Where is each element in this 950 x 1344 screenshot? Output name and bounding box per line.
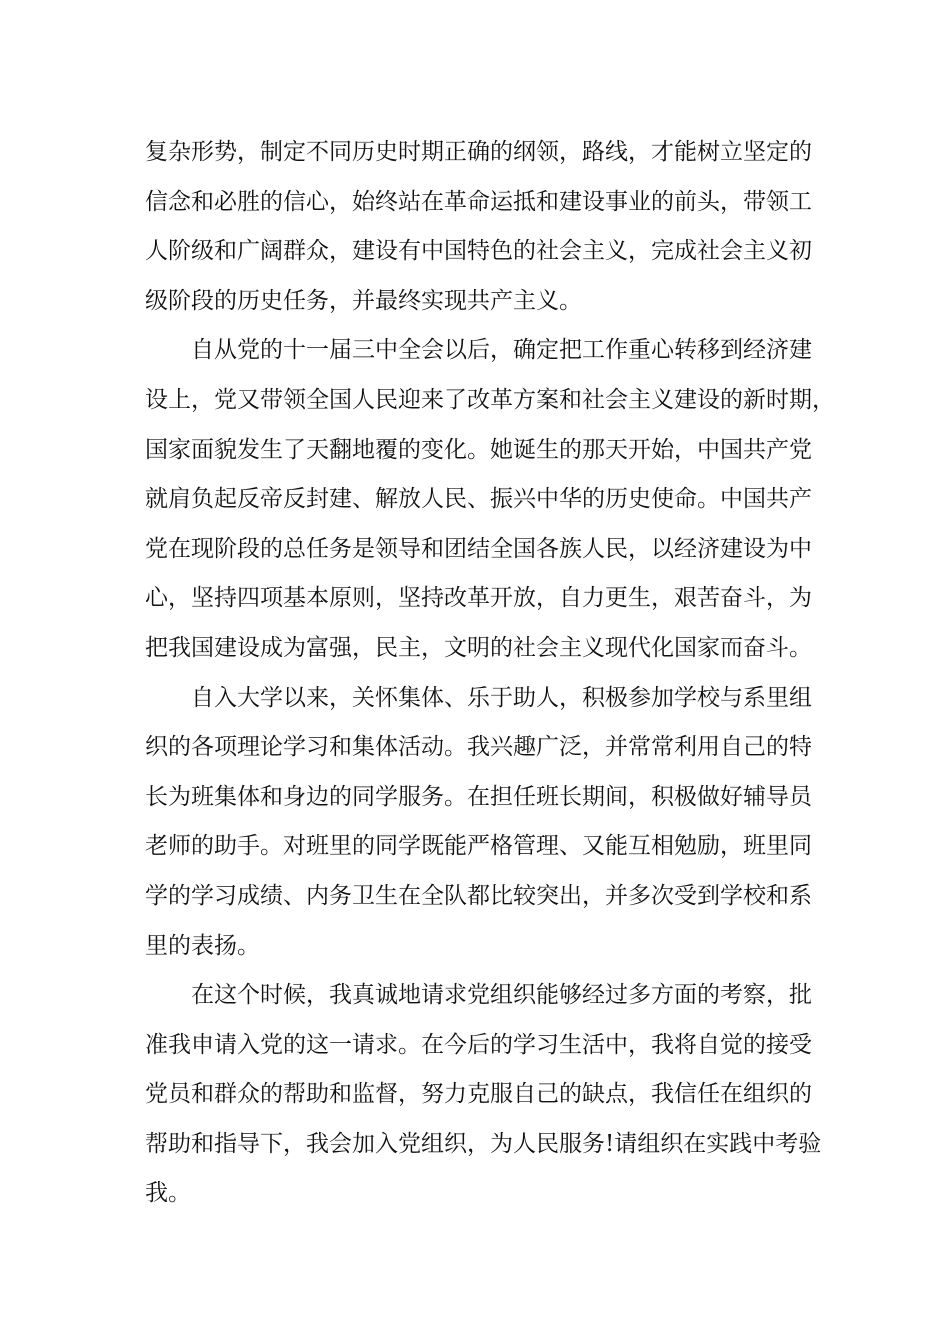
text-line: 我。 [145,1180,191,1207]
text-line: 长为班集体和身边的同学服务。在担任班长期间，积极做好辅导员 [145,783,812,810]
text-line: 心，坚持四项基本原则，坚持改革开放，自力更生，艰苦奋斗，为 [145,585,812,612]
text-line: 自入大学以来，关怀集体、乐于助人，积极参加学校与系里组 [191,684,812,711]
text-line: 复杂形势，制定不同历史时期正确的纲领，路线，才能树立坚定的 [145,139,812,165]
text-line: 把我国建设成为富强，民主，文明的社会主义现代化国家而奋斗。 [145,634,812,661]
text-line: 国家面貌发生了天翻地覆的变化。她诞生的那天开始，中国共产党 [145,436,812,463]
text-line: 老师的助手。对班里的同学既能严格管理、又能互相勉励，班里同 [145,833,812,860]
text-line: 自从党的十一届三中全会以后，确定把工作重心转移到经济建 [191,337,812,364]
text-line: 党员和群众的帮助和监督，努力克服自己的缺点，我信任在组织的 [145,1081,812,1108]
text-line: 就肩负起反帝反封建、解放人民、振兴中华的历史使命。中国共产 [145,486,812,513]
text-line: 人阶级和广阔群众，建设有中国特色的社会主义，完成社会主义初 [145,238,812,265]
text-line: 织的各项理论学习和集体活动。我兴趣广泛，并常常利用自己的特 [145,734,812,761]
text-line: 里的表扬。 [145,932,260,959]
paragraph-3 [145,674,825,972]
text-line: 学的学习成绩、内务卫生在全队都比较突出，并多次受到学校和系 [145,882,812,909]
text-line: 信念和必胜的信心，始终站在革命运抵和建设事业的前头，带领工 [145,188,812,215]
paragraph-1 [145,128,825,326]
paragraph-2 [145,326,835,673]
text-line: 在这个时候，我真诚地请求党组织能够经过多方面的考察，批 [191,982,812,1009]
text-line: 准我申请入党的这一请求。在今后的学习生活中，我将自觉的接受 [145,1031,812,1058]
text-line: 设上，党又带领全国人民迎来了改革方案和社会主义建设的新时期， [145,386,835,413]
paragraph-4 [145,971,825,1219]
text-line: 级阶段的历史任务，并最终实现共产主义。 [145,287,582,314]
document-body [145,128,835,1219]
text-line: 党在现阶段的总任务是领导和团结全国各族人民，以经济建设为中 [145,535,812,562]
text-line: 帮助和指导下，我会加入党组织，为人民服务!请组织在实践中考验 [145,1130,822,1157]
